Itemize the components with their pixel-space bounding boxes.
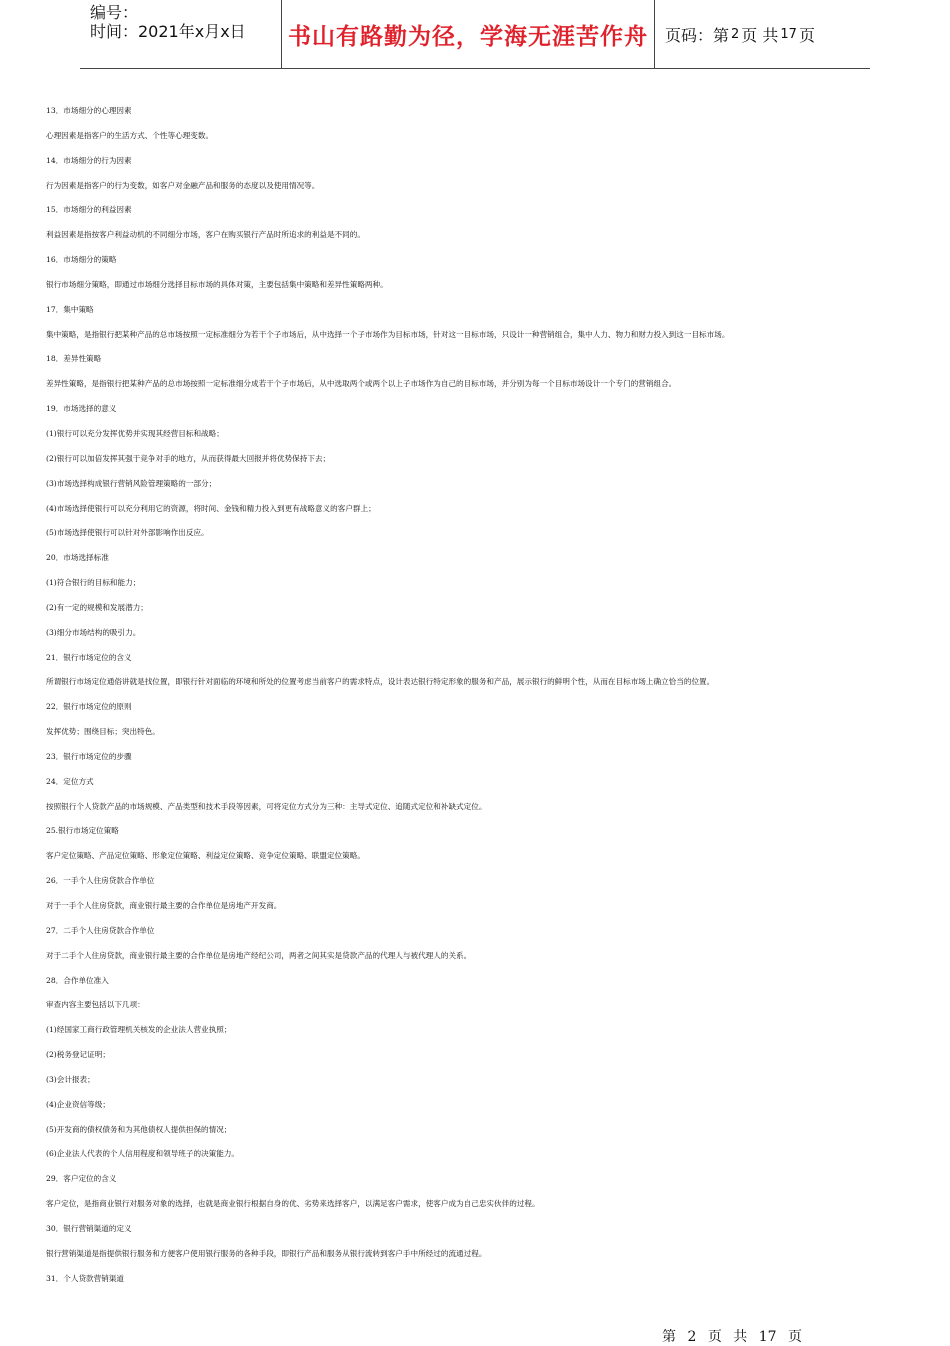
text-line: 银行营销渠道是指提供银行服务和方便客户使用银行服务的各种手段，即银行产品和服务从银行流转到客户手中所经过的流通过程。 <box>46 1248 487 1258</box>
text-line: 银行市场细分策略，即通过市场细分选择目标市场的具体对策，主要包括集中策略和差异性策略两种。 <box>46 279 388 289</box>
text-line: 27．二手个人住房贷款合作单位 <box>46 925 155 935</box>
page-header <box>80 0 870 69</box>
text-line: (5)市场选择使银行可以针对外部影响作出反应。 <box>46 528 209 538</box>
page-footer <box>662 1326 807 1346</box>
text-line: (1)符合银行的目标和能力； <box>46 578 141 588</box>
text-line: 发挥优势；围绕目标；突出特色。 <box>46 727 160 737</box>
text-line: 心理因素是指客户的生活方式、个性等心理变数。 <box>46 130 214 140</box>
text-line: 所谓银行市场定位通俗讲就是找位置，即银行针对面临的环境和所处的位置考虑当前客户的需求特点，设计表达银行特定形象的服务和产品，展示银行的鲜明个性，从而在目标市场上确立恰当的位置。 <box>46 677 715 687</box>
text-line: 13．市场细分的心理因素 <box>46 106 132 115</box>
text-line: (2)有一定的规模和发展潜力； <box>46 602 148 612</box>
text-line: 行为因素是指客户的行为变数，如客户对金融产品和服务的态度以及使用情况等。 <box>46 180 320 190</box>
motto-text: 书山有路勤为径，学海无涯苦作舟 <box>288 23 648 50</box>
text-line: 17．集中策略 <box>46 304 94 314</box>
text-line: 23．银行市场定位的步骤 <box>46 751 132 761</box>
text-line: 按照银行个人贷款产品的市场规模、产品类型和技术手段等因素，可将定位方式分为三种：主导式定位、追随式定位和补缺式定位。 <box>46 801 487 811</box>
text-line: (4)市场选择使银行可以充分利用它的资源，将时间、金钱和精力投入到更有战略意义的客户群上； <box>46 503 376 513</box>
text-line: (1)银行可以充分发挥优势并实现其经营目标和战略； <box>46 428 224 438</box>
header-motto-cell <box>281 0 655 68</box>
text-line: 利益因素是指按客户利益动机的不同细分市场，客户在购买银行产品时所追求的利益是不同的。 <box>46 230 365 240</box>
page-end-label: 页 <box>798 25 815 45</box>
document-body <box>46 99 876 1292</box>
text-line: 26．一手个人住房贷款合作单位 <box>46 876 155 886</box>
time-label: 时间：2021年x月x日 <box>90 22 246 41</box>
text-line: 18．差异性策略 <box>46 354 102 364</box>
page-mid-label: 页 共 <box>741 25 779 45</box>
text-line: 15．市场细分的利益因素 <box>46 205 132 215</box>
text-line: (5)开发商的债权债务和为其他债权人提供担保的情况； <box>46 1124 232 1134</box>
footer-page-total: 17 <box>758 1329 777 1345</box>
text-line: 19．市场选择的意义 <box>46 404 117 414</box>
text-line: (3)会计报表； <box>46 1074 95 1084</box>
text-line: 差异性策略，是指银行把某种产品的总市场按照一定标准细分成若干个子市场后，从中选取两个或两个以上子市场作为自己的目标市场，并分别为每一个目标市场设计一个专门的营销组合。 <box>46 379 677 389</box>
page-current: 2 <box>731 26 740 42</box>
text-line: (6)企业法人代表的个人信用程度和领导班子的决策能力。 <box>46 1149 240 1159</box>
text-line: 客户定位策略、产品定位策略、形象定位策略、利益定位策略、竞争定位策略、联盟定位策略。 <box>46 851 365 861</box>
text-line: 25.银行市场定位策略 <box>46 826 119 836</box>
text-line: 对于二手个人住房贷款，商业银行最主要的合作单位是房地产经纪公司，两者之间其实是贷款产品的代理人与被代理人的关系。 <box>46 950 472 960</box>
text-line: 29．客户定位的含义 <box>46 1174 117 1184</box>
text-line: (3)细分市场结构的吸引力。 <box>46 627 141 637</box>
page-total: 17 <box>780 26 797 42</box>
text-line: 31．个人贷款营销渠道 <box>46 1273 125 1283</box>
text-line: (3)市场选择构成银行营销风险管理策略的一部分； <box>46 478 217 488</box>
text-line: 28．合作单位准入 <box>46 975 109 985</box>
text-line: 对于一手个人住房贷款，商业银行最主要的合作单位是房地产开发商。 <box>46 901 282 910</box>
footer-page-current: 2 <box>687 1329 697 1345</box>
page-label: 页码：第 <box>665 25 730 45</box>
text-line: 集中策略，是指银行把某种产品的总市场按照一定标准细分为若干个子市场后，从中选择一个子市场作为目标市场，针对这一目标市场，只设计一种营销组合，集中人力、物力和财力投入到这一目标市场。 <box>46 329 730 339</box>
text-line: 24．定位方式 <box>46 776 94 786</box>
text-line: (2)银行可以加倍发挥其强于竞争对手的地方，从而获得最大回报并将优势保持下去； <box>46 453 331 463</box>
footer-word-gong: 共 <box>733 1329 748 1345</box>
text-line: 16．市场细分的策略 <box>46 255 117 265</box>
text-line: 21．银行市场定位的含义 <box>46 652 132 662</box>
text-line: (4)企业资信等级； <box>46 1099 110 1109</box>
number-label: 编号： <box>90 3 139 22</box>
text-line: 审查内容主要包括以下几项： <box>46 1000 145 1010</box>
header-meta <box>80 0 281 68</box>
text-line: 30．银行营销渠道的定义 <box>46 1223 132 1233</box>
footer-word-ye: 页 <box>707 1329 722 1345</box>
header-page-info <box>655 0 870 68</box>
text-line: (2)税务登记证明； <box>46 1050 110 1060</box>
text-line: 20．市场选择标准 <box>46 553 109 563</box>
footer-word-di: 第 <box>662 1329 676 1345</box>
text-line: 22．银行市场定位的原则 <box>46 702 132 712</box>
text-line: 14．市场细分的行为因素 <box>46 155 132 165</box>
text-line: 客户定位，是指商业银行对服务对象的选择，也就是商业银行根据自身的优、劣势来选择客户，以满足客户需求，使客户成为自己忠实伙伴的过程。 <box>46 1199 540 1209</box>
text-line: (1)经国家工商行政管理机关核发的企业法人营业执照； <box>46 1025 232 1035</box>
footer-word-ye-end: 页 <box>788 1329 803 1345</box>
